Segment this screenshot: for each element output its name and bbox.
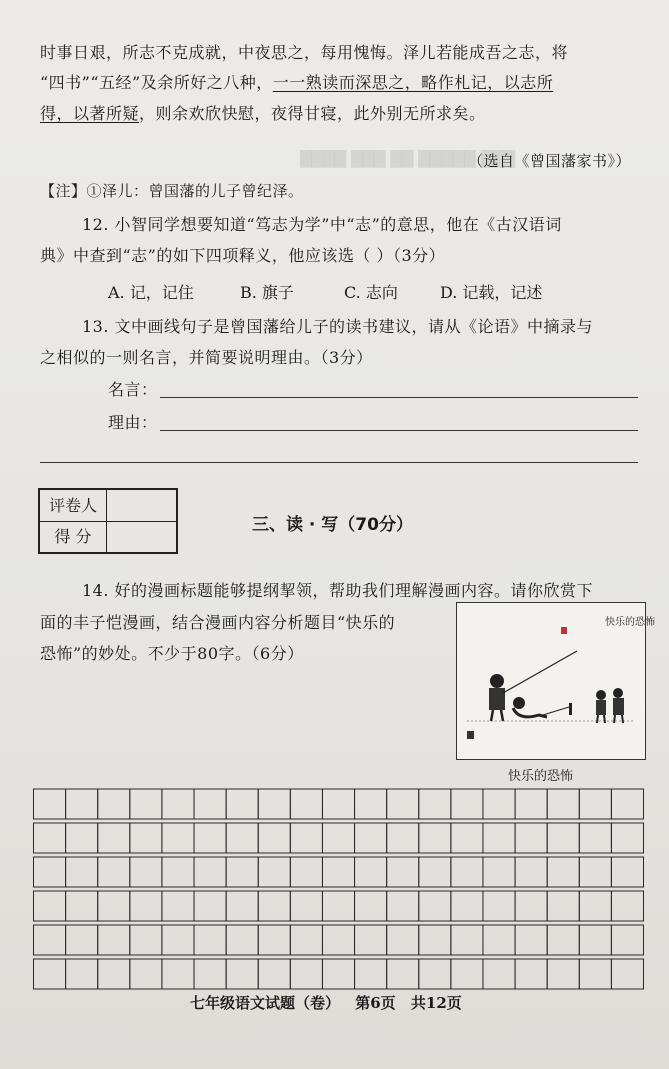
grid-cell[interactable]	[451, 823, 483, 853]
passage-line-2-plain: “四书”“五经”及余所好之八种	[40, 73, 257, 92]
grid-cell[interactable]	[130, 823, 162, 853]
grid-cell[interactable]	[419, 857, 451, 887]
q12-option-c: C. 志向	[344, 283, 398, 302]
q13-line-2: 之相似的一则名言，并简要说明理由。（3分）	[40, 348, 373, 367]
bamboo-pole	[503, 651, 577, 693]
grid-cell[interactable]	[322, 823, 354, 853]
passage-line-3-plain: ，则余欢欣快慰，夜得甘寝，此外别无所求矣。	[139, 104, 486, 123]
grid-cell[interactable]	[130, 925, 162, 955]
grid-cell[interactable]	[547, 789, 579, 819]
grid-cell[interactable]	[355, 925, 387, 955]
grid-cell[interactable]	[611, 959, 643, 989]
cartoon-drawing	[457, 603, 655, 758]
grid-cell[interactable]	[98, 857, 130, 887]
grid-cell[interactable]	[547, 959, 579, 989]
grid-cell[interactable]	[451, 925, 483, 955]
grid-cell[interactable]	[483, 959, 515, 989]
grid-cell[interactable]	[98, 959, 130, 989]
grid-cell[interactable]	[547, 891, 579, 921]
grid-cell[interactable]	[419, 959, 451, 989]
grid-cell[interactable]	[66, 789, 98, 819]
grid-cell[interactable]	[322, 959, 354, 989]
grid-cell[interactable]	[483, 789, 515, 819]
grid-cell[interactable]	[258, 925, 290, 955]
grid-cell[interactable]	[162, 891, 194, 921]
grid-cell[interactable]	[483, 925, 515, 955]
grid-cell[interactable]	[611, 925, 643, 955]
answer-writing-grid[interactable]	[33, 787, 643, 992]
grid-cell[interactable]	[98, 823, 130, 853]
grid-cell[interactable]	[579, 925, 611, 955]
footer-total-pages: 共12页	[410, 994, 462, 1012]
grid-cell[interactable]	[451, 789, 483, 819]
grid-cell[interactable]	[290, 857, 322, 887]
grid-cell[interactable]	[258, 857, 290, 887]
cartoon-inscription: 快乐的恐怖	[605, 617, 655, 628]
grid-cell[interactable]	[579, 823, 611, 853]
q13-mingyan-answer-line[interactable]	[160, 397, 638, 398]
seal-stamp-icon	[561, 627, 567, 634]
grid-cell[interactable]	[258, 891, 290, 921]
q14-line-2: 面的丰子恺漫画，结合漫画内容分析题目“快乐的	[40, 613, 396, 632]
fuse-rope	[543, 707, 569, 715]
grid-cell[interactable]	[34, 789, 66, 819]
grid-cell[interactable]	[226, 959, 258, 989]
grid-cell[interactable]	[226, 857, 258, 887]
bleed-through-texture: ████ ███ ██ █████ ███	[300, 150, 516, 168]
grid-cell[interactable]	[355, 959, 387, 989]
child-middle-head	[513, 697, 525, 709]
grid-cell[interactable]	[579, 959, 611, 989]
grid-cell[interactable]	[130, 891, 162, 921]
passage-line-2: “四书”“五经”及余所好之八种，一一熟读而深思之，略作札记，以志所	[40, 73, 554, 92]
grid-cell[interactable]	[387, 891, 419, 921]
grid-cell[interactable]	[483, 891, 515, 921]
grid-cell[interactable]	[258, 823, 290, 853]
grid-cell[interactable]	[34, 959, 66, 989]
footer-exam-title: 七年级语文试题（卷）	[190, 994, 341, 1012]
passage-underlined-sentence-b: 得，以著所疑	[40, 104, 140, 123]
page-footer	[190, 992, 472, 1013]
section-3-title: 三、读 · 写（70分）	[252, 515, 413, 535]
grid-cell[interactable]	[451, 891, 483, 921]
grid-cell[interactable]	[98, 925, 130, 955]
grid-cell[interactable]	[419, 823, 451, 853]
grid-cell[interactable]	[451, 959, 483, 989]
grid-cell[interactable]	[290, 789, 322, 819]
passage-note: 【注】①泽儿：曾国藩的儿子曾纪泽。	[40, 182, 304, 200]
grid-cell[interactable]	[130, 959, 162, 989]
grid-cell[interactable]	[290, 891, 322, 921]
grid-cell[interactable]	[611, 891, 643, 921]
passage-line-1: 时事日艰，所志不克成就，中夜思之，每用愧悔。泽儿若能成吾之志，将	[40, 43, 569, 62]
grid-cell[interactable]	[387, 925, 419, 955]
grid-cell[interactable]	[579, 857, 611, 887]
grid-cell[interactable]	[483, 823, 515, 853]
grid-cell[interactable]	[515, 959, 547, 989]
child-right-a	[596, 700, 606, 715]
grid-cell[interactable]	[290, 959, 322, 989]
child-left-head	[490, 674, 504, 688]
grid-cell[interactable]	[322, 891, 354, 921]
grid-cell[interactable]	[226, 789, 258, 819]
grid-cell[interactable]	[194, 789, 226, 819]
q12-line-2: 典》中查到“志”的如下四项释义，他应该选（ ）（3分）	[40, 246, 446, 265]
grid-cell[interactable]	[194, 959, 226, 989]
q14-line-1: 14. 好的漫画标题能够提纲挈领，帮助我们理解漫画内容。请你欣赏下	[82, 581, 594, 600]
grid-cell[interactable]	[483, 857, 515, 887]
passage-source: （选自《曾国藩家书》）	[467, 152, 631, 170]
grid-cell[interactable]	[419, 891, 451, 921]
grid-cell[interactable]	[355, 857, 387, 887]
score-box	[38, 488, 178, 554]
artist-seal-icon	[467, 731, 474, 739]
grid-cell[interactable]	[258, 959, 290, 989]
q13-answer-line-extra[interactable]	[40, 462, 638, 463]
grid-cell[interactable]	[611, 823, 643, 853]
grid-cell[interactable]	[451, 857, 483, 887]
q13-line-1: 13. 文中画线句子是曾国藩给儿子的读书建议，请从《论语》中摘录与	[82, 317, 594, 336]
firecracker-icon	[569, 703, 572, 715]
q12-option-d: D. 记载，记述	[440, 283, 543, 302]
grid-cell[interactable]	[66, 959, 98, 989]
grid-cell[interactable]	[355, 789, 387, 819]
grid-cell[interactable]	[515, 823, 547, 853]
grid-cell[interactable]	[387, 823, 419, 853]
grid-cell[interactable]	[579, 891, 611, 921]
grid-cell[interactable]	[130, 857, 162, 887]
grid-cell[interactable]	[162, 857, 194, 887]
grid-cell[interactable]	[162, 823, 194, 853]
writing-grid-cells[interactable]	[33, 787, 643, 992]
child-middle-body	[513, 708, 547, 717]
grid-cell[interactable]	[98, 891, 130, 921]
grid-cell[interactable]	[34, 891, 66, 921]
grid-cell[interactable]	[66, 857, 98, 887]
q12-option-a: A. 记，记住	[108, 283, 194, 302]
grid-cell[interactable]	[387, 959, 419, 989]
grid-cell[interactable]	[515, 925, 547, 955]
grid-cell[interactable]	[322, 857, 354, 887]
score-label: 得 分	[40, 521, 107, 552]
feng-zikai-cartoon	[456, 602, 655, 760]
grid-cell[interactable]	[66, 925, 98, 955]
score-box-row-score	[40, 521, 176, 552]
grid-cell[interactable]	[515, 891, 547, 921]
grid-cell[interactable]	[34, 857, 66, 887]
q13-mingyan-label: 名言：	[108, 380, 158, 399]
footer-page-number: 第6页	[355, 994, 396, 1012]
q13-liyou-answer-line[interactable]	[160, 430, 638, 431]
grid-cell[interactable]	[515, 789, 547, 819]
grid-cell[interactable]	[66, 823, 98, 853]
grid-cell[interactable]	[194, 891, 226, 921]
q12-line-1: 12. 小智同学想要知道“笃志为学”中“志”的意思，他在《古汉语词	[82, 215, 562, 234]
grid-cell[interactable]	[66, 891, 98, 921]
grid-cell[interactable]	[611, 857, 643, 887]
grid-cell[interactable]	[387, 789, 419, 819]
score-box-row-grader	[40, 490, 176, 522]
q12-option-b: B. 旗子	[240, 283, 294, 302]
grid-cell[interactable]	[322, 789, 354, 819]
grid-cell[interactable]	[387, 857, 419, 887]
grid-cell[interactable]	[547, 857, 579, 887]
grid-cell[interactable]	[290, 823, 322, 853]
grid-cell[interactable]	[322, 925, 354, 955]
grid-cell[interactable]	[226, 925, 258, 955]
grid-cell[interactable]	[515, 857, 547, 887]
grid-cell[interactable]	[34, 925, 66, 955]
child-right-b	[613, 698, 624, 715]
grid-cell[interactable]	[547, 925, 579, 955]
grid-cell[interactable]	[226, 823, 258, 853]
grader-label: 评卷人	[40, 490, 107, 521]
grid-cell[interactable]	[355, 891, 387, 921]
grid-cell[interactable]	[419, 789, 451, 819]
cartoon-caption: 快乐的恐怖	[508, 769, 574, 784]
grid-cell[interactable]	[194, 823, 226, 853]
grid-cell[interactable]	[611, 789, 643, 819]
grid-cell[interactable]	[130, 789, 162, 819]
grid-cell[interactable]	[547, 823, 579, 853]
grid-cell[interactable]	[226, 891, 258, 921]
grid-cell[interactable]	[194, 925, 226, 955]
grid-cell[interactable]	[34, 823, 66, 853]
grid-cell[interactable]	[419, 925, 451, 955]
grid-cell[interactable]	[162, 959, 194, 989]
grid-cell[interactable]	[290, 925, 322, 955]
grid-cell[interactable]	[258, 789, 290, 819]
grid-cell[interactable]	[194, 857, 226, 887]
child-left-body	[489, 688, 505, 710]
grid-cell[interactable]	[355, 823, 387, 853]
grid-cell[interactable]	[579, 789, 611, 819]
passage-underlined-sentence-a: 一一熟读而深思之，略作札记，以志所	[272, 73, 554, 92]
q14-line-3: 恐怖”的妙处。不少于80字。（6分）	[40, 644, 304, 663]
grid-cell[interactable]	[162, 925, 194, 955]
q13-liyou-label: 理由：	[108, 413, 158, 432]
passage-line-3	[40, 101, 486, 124]
grid-cell[interactable]	[162, 789, 194, 819]
grid-cell[interactable]	[98, 789, 130, 819]
